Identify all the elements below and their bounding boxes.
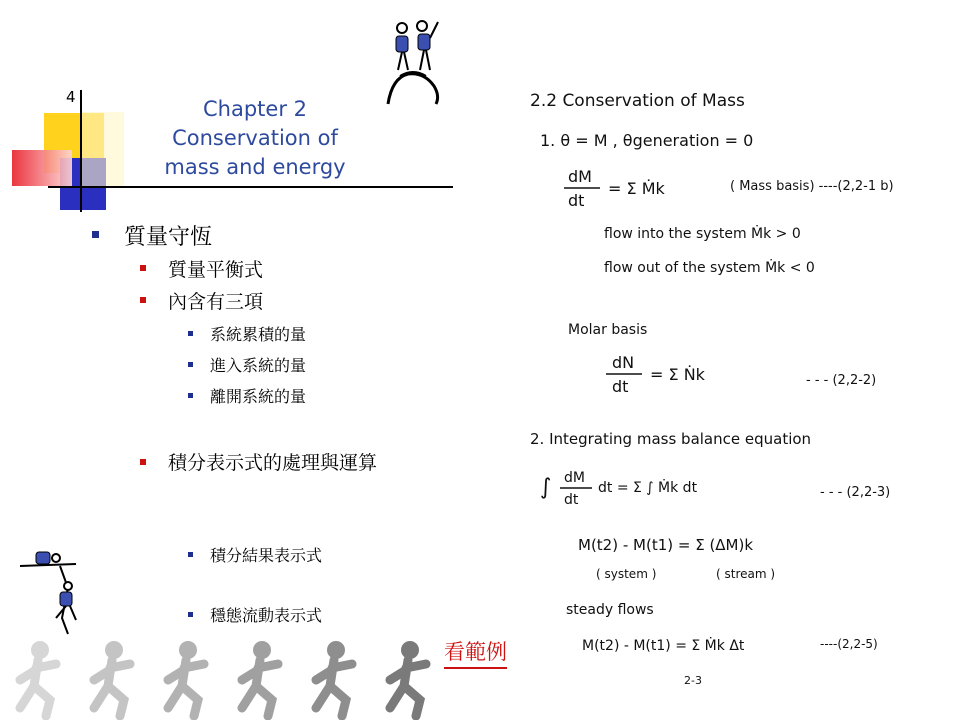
outline-level2-balance: 質量平衡式 — [168, 259, 264, 281]
slide-number: 4 — [66, 88, 76, 106]
notes-eq1-label: ( Mass basis) ----(2,2-1 b) — [730, 179, 894, 194]
notes-heading2: 2. Integrating mass balance equation — [530, 430, 812, 448]
slide-title — [140, 95, 370, 182]
title-line-3: mass and energy — [164, 155, 346, 179]
divider-vertical — [80, 90, 82, 212]
bullet-l2 — [140, 459, 146, 465]
svg-text:= Σ Ṁk: = Σ Ṁk — [608, 179, 665, 198]
outline-level3-item: 系統累積的量 — [210, 325, 307, 344]
outline-level3-item: 進入系統的量 — [210, 356, 307, 375]
outline-level3-item: 積分結果表示式 — [210, 546, 323, 565]
runners-clipart-row — [0, 636, 450, 720]
climbers-clipart-left — [16, 548, 86, 638]
notes-heading: 2.2 Conservation of Mass — [530, 91, 745, 111]
bullet-l2 — [140, 297, 146, 303]
svg-text:dM: dM — [568, 167, 592, 186]
notes-eq5-label: ----(2,2-5) — [820, 637, 878, 651]
bullet-l2 — [140, 265, 146, 271]
svg-text:dN: dN — [612, 353, 635, 372]
outline-level3-item: 穩態流動表示式 — [210, 606, 323, 625]
notes-flow-out: flow out of the system Ṁk < 0 — [604, 260, 815, 276]
bullet-l1 — [92, 231, 99, 238]
notes-eq2-label: - - - (2,2-2) — [806, 373, 877, 388]
bullet-l3 — [188, 393, 193, 398]
bullet-l3 — [188, 552, 193, 557]
notes-eq4: M(t2) - M(t1) = Σ (ΔM)k — [578, 536, 754, 554]
svg-text:= Σ Ṅk: = Σ Ṅk — [650, 365, 705, 384]
bullet-l3 — [188, 362, 193, 367]
see-example-link[interactable]: 看範例 — [444, 636, 507, 669]
title-line-2: Conservation of — [172, 126, 338, 150]
outline-level3-item: 離開系統的量 — [210, 387, 307, 406]
notes-steady: steady flows — [566, 602, 654, 618]
bullet-l3 — [188, 612, 193, 617]
deco-square-red — [12, 150, 72, 186]
svg-text:dt: dt — [564, 492, 579, 508]
deco-square-pale — [82, 112, 124, 188]
svg-text:dt: dt — [612, 377, 629, 396]
notes-molar: Molar basis — [568, 322, 648, 338]
notes-eq3-label: - - - (2,2-3) — [820, 485, 891, 500]
notes-system: ( system ) — [596, 567, 657, 581]
svg-text:M(t2) - M(t1) = Σ Ṁk Δt: M(t2) - M(t1) = Σ Ṁk Δt — [582, 638, 745, 654]
notes-page: 2-3 — [684, 674, 702, 687]
outline-level1: 質量守恆 — [124, 225, 213, 250]
outline-level2-integral: 積分表示式的處理與運算 — [168, 452, 378, 474]
notes-stream: ( stream ) — [716, 567, 776, 581]
notes-flow-in: flow into the system Ṁk > 0 — [604, 226, 801, 242]
bullet-l3 — [188, 331, 193, 336]
svg-text:dt: dt — [568, 191, 585, 210]
svg-text:∫: ∫ — [540, 475, 552, 500]
divider-horizontal — [48, 186, 453, 188]
handwritten-notes — [520, 78, 940, 718]
outline-level2-terms: 內含有三項 — [168, 291, 264, 313]
svg-text:dM: dM — [564, 470, 585, 486]
climbers-clipart-top — [378, 16, 448, 106]
notes-line1: 1. θ = M , θgeneration = 0 — [540, 131, 754, 150]
title-line-1: Chapter 2 — [203, 97, 307, 121]
svg-text:dt = Σ ∫ Ṁk dt: dt = Σ ∫ Ṁk dt — [598, 480, 698, 496]
